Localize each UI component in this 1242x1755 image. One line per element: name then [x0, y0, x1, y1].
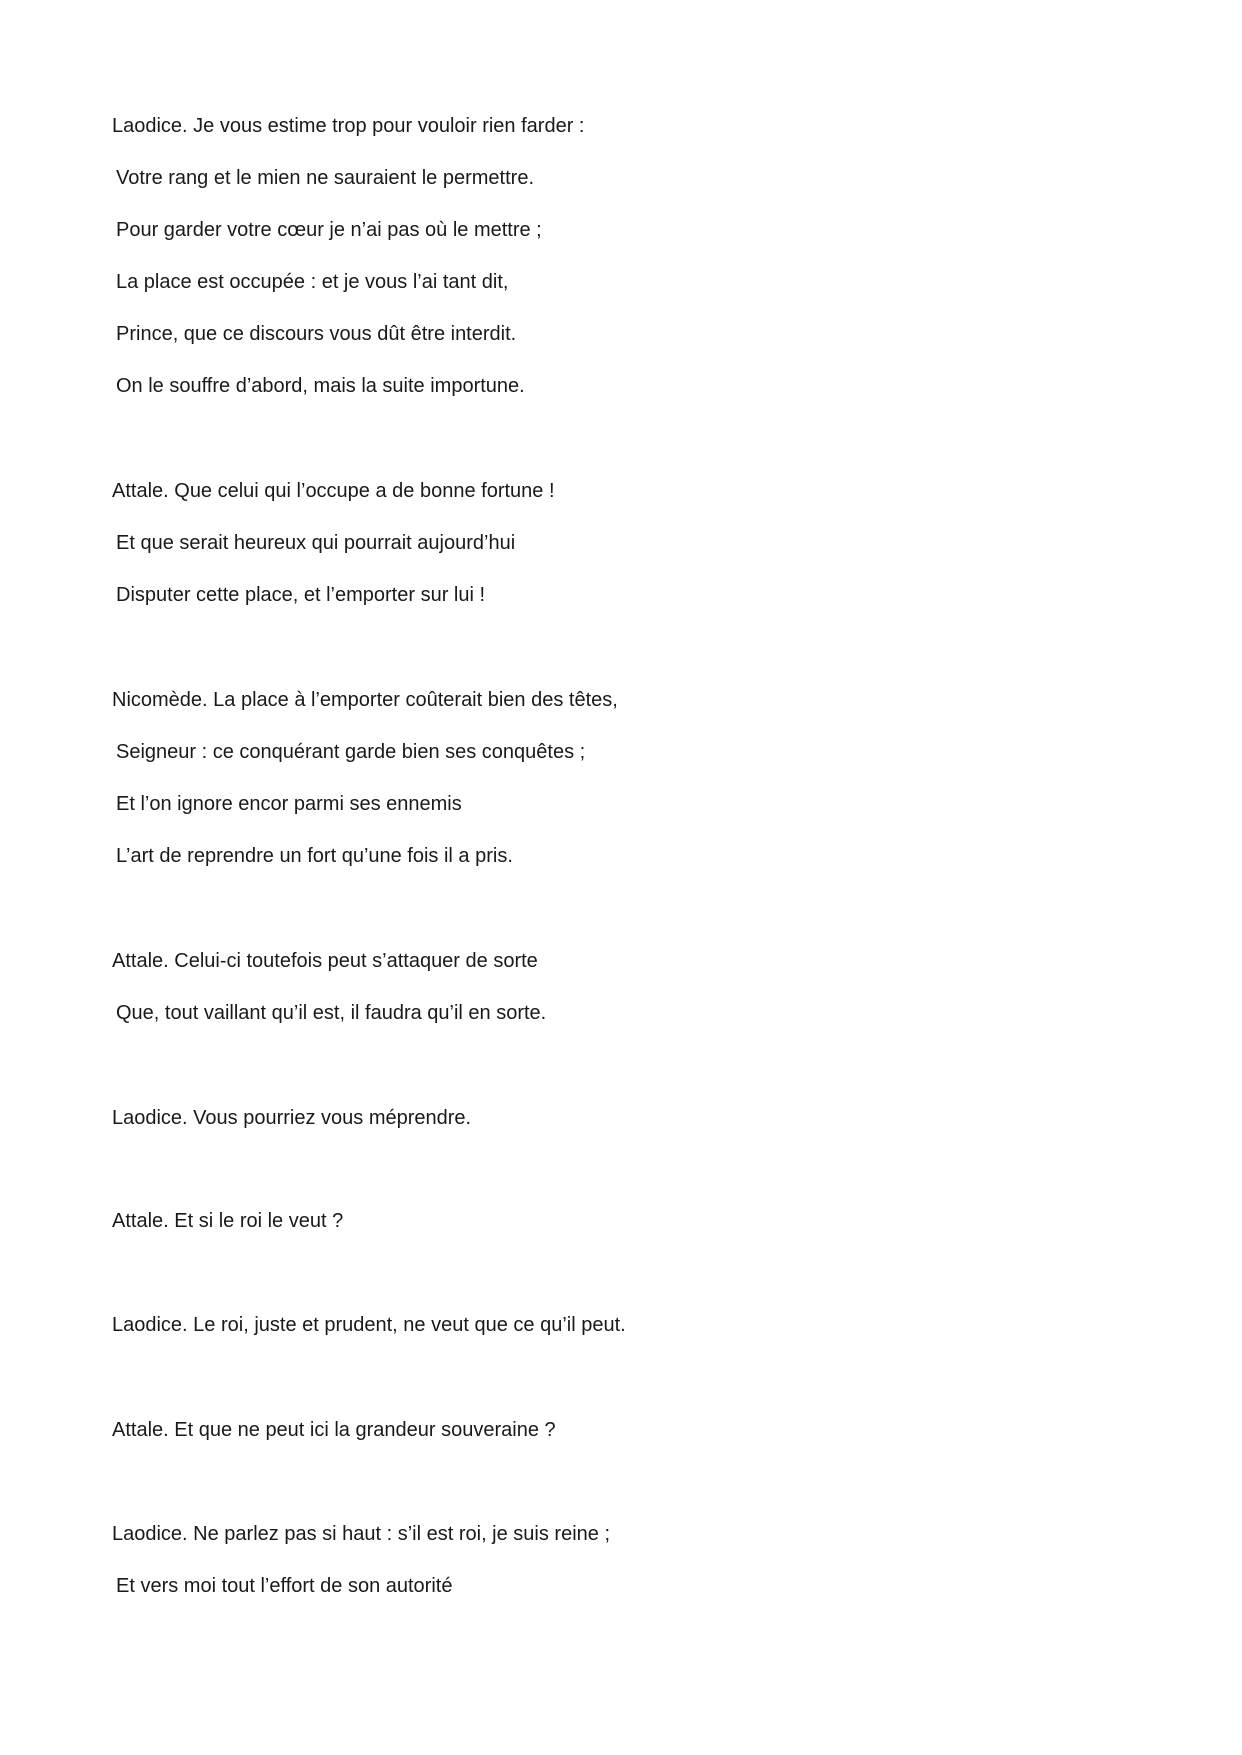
speech-line: Prince, que ce discours vous dût être interdit.	[116, 323, 517, 345]
speech-line: Laodice. Je vous estime trop pour vouloir rien farder :	[112, 115, 585, 137]
speech-line: L’art de reprendre un fort qu’une fois il a pris.	[116, 845, 513, 867]
speech-line: Pour garder votre cœur je n’ai pas où le mettre ;	[116, 219, 542, 241]
speech-line: Et l’on ignore encor parmi ses ennemis	[116, 793, 462, 815]
speech-line: Seigneur : ce conquérant garde bien ses conquêtes ;	[116, 741, 586, 763]
speech-line: Attale. Et si le roi le veut ?	[112, 1210, 344, 1232]
speech-line: La place est occupée : et je vous l’ai tant dit,	[116, 271, 509, 293]
speech-line: Laodice. Ne parlez pas si haut : s’il est roi, je suis reine ;	[112, 1523, 611, 1545]
speech-line: On le souffre d’abord, mais la suite importune.	[116, 375, 525, 397]
speech-line: Votre rang et le mien ne sauraient le permettre.	[116, 167, 535, 189]
speech-line: Et vers moi tout l’effort de son autorité	[116, 1575, 453, 1597]
speech-line: Et que serait heureux qui pourrait aujourd’hui	[116, 532, 516, 554]
speech-line: Disputer cette place, et l’emporter sur lui !	[116, 584, 486, 606]
speech-line: Nicomède. La place à l’emporter coûterait bien des têtes,	[112, 689, 618, 711]
speech-line: Attale. Que celui qui l’occupe a de bonne fortune !	[112, 480, 555, 502]
speech-line: Attale. Celui-ci toutefois peut s’attaquer de sorte	[112, 950, 538, 972]
speech-line: Que, tout vaillant qu’il est, il faudra qu’il en sorte.	[116, 1002, 547, 1024]
speech-line: Laodice. Vous pourriez vous méprendre.	[112, 1107, 472, 1129]
speech-line: Laodice. Le roi, juste et prudent, ne veut que ce qu’il peut.	[112, 1314, 626, 1336]
speech-line: Attale. Et que ne peut ici la grandeur souveraine ?	[112, 1419, 556, 1441]
